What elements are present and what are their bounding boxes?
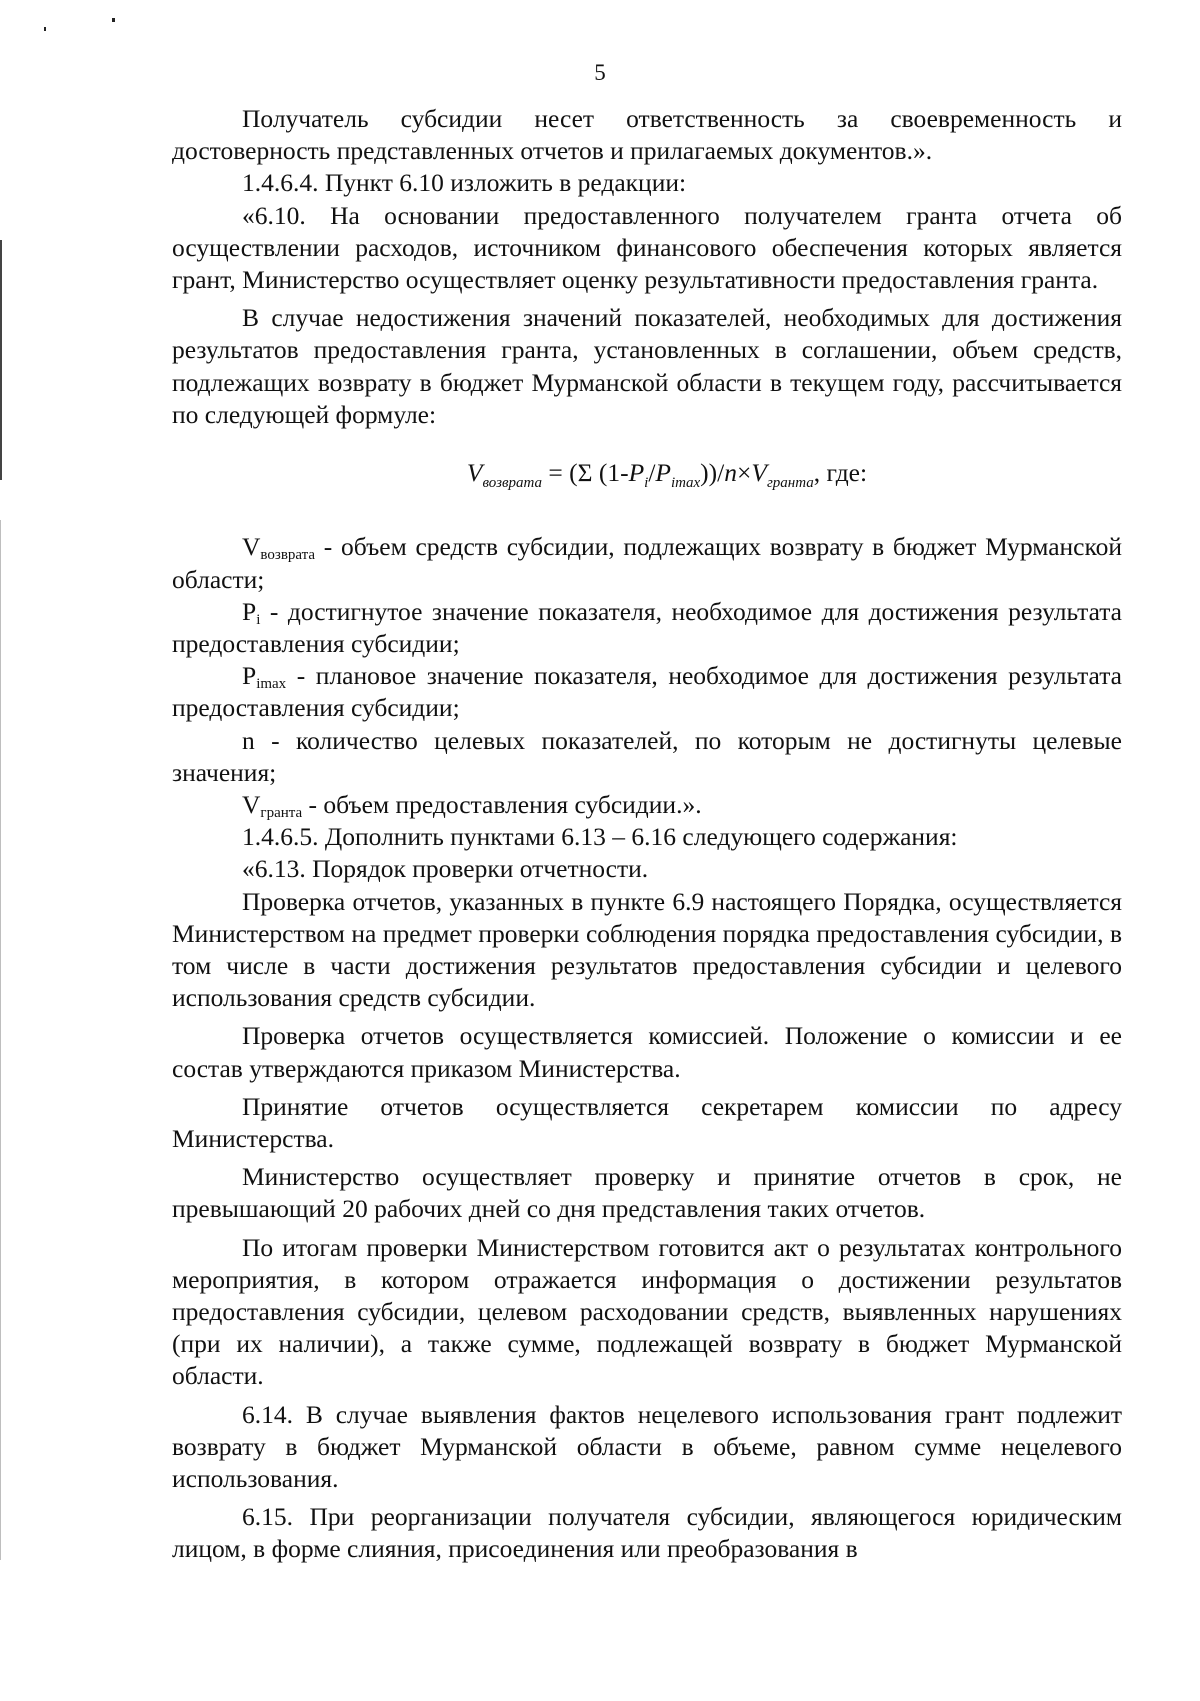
definition-subscript: гранта bbox=[260, 804, 303, 821]
formula-subscript: гранта bbox=[766, 475, 814, 492]
definition-subscript: возврата bbox=[260, 547, 316, 564]
definition bbox=[172, 789, 1122, 821]
paragraph: По итогам проверки Министерством готовится акт о результатах контрольного мероприятия, в котором отражается информация о достижении результатов предоставления субсидии, целевом расходовании средств, выявленных нарушениях (при их наличии), а также сумме, подлежащей возврату в бюджет Мурманской области. bbox=[172, 1232, 1122, 1391]
page-number: 5 bbox=[594, 60, 606, 85]
paragraph: 1.4.6.4. Пункт 6.10 изложить в редакции: bbox=[242, 168, 687, 198]
paragraph: Проверка отчетов осуществляется комиссией. Положение о комиссии и ее состав утверждаются приказом Министерства. bbox=[172, 1021, 1122, 1083]
formula-symbol: V bbox=[466, 458, 483, 488]
scan-mark bbox=[112, 18, 115, 22]
definition-text: - плановое значение показателя, необходимое для достижения результата предоставления субсидии; bbox=[172, 661, 1122, 723]
formula-text: × bbox=[736, 458, 752, 488]
definition-symbol: V bbox=[242, 532, 261, 562]
definition: n - количество целевых показателей, по которым не достигнуты целевые значения; bbox=[172, 725, 1122, 787]
definition-symbol: P bbox=[242, 596, 257, 626]
formula-subscript: imax bbox=[670, 475, 701, 492]
paragraph: Министерство осуществляет проверку и принятие отчетов в срок, не превышающий 20 рабочих дней со дня представления таких отчетов. bbox=[172, 1162, 1122, 1224]
definition bbox=[172, 531, 1122, 595]
formula-symbol: n bbox=[724, 458, 737, 488]
paragraph: Получатель субсидии несет ответственность за своевременность и достоверность представленных отчетов и прилагаемых документов.». bbox=[172, 104, 1122, 166]
formula-text: , где: bbox=[813, 458, 868, 488]
definition-text: - достигнутое значение показателя, необходимое для достижения результата предоставления субсидии; bbox=[172, 596, 1122, 658]
formula bbox=[172, 457, 1122, 499]
definition bbox=[172, 596, 1122, 660]
formula-symbol: P bbox=[655, 458, 671, 488]
paragraph: «6.13. Порядок проверки отчетности. bbox=[242, 854, 649, 884]
document-body bbox=[172, 103, 1122, 1566]
formula-text: ))/ bbox=[700, 458, 725, 488]
page-edge-shadow bbox=[0, 520, 1, 1560]
page-edge-shadow bbox=[0, 240, 2, 480]
definition-text: - объем предоставления субсидии.». bbox=[302, 789, 702, 819]
formula-subscript: i bbox=[644, 475, 649, 492]
paragraph: «6.10. На основании предоставленного получателем гранта отчета об осуществлении расходов, источником финансового обеспечения которых является грант, Министерство осуществляет оценку результативности предоставления гранта. bbox=[172, 200, 1122, 295]
definition-symbol: P bbox=[242, 661, 257, 691]
formula-symbol: P bbox=[628, 458, 645, 488]
scan-mark bbox=[44, 27, 46, 31]
formula-text: / bbox=[648, 458, 656, 488]
formula-subscript: возврата bbox=[482, 475, 542, 492]
definition bbox=[172, 660, 1122, 724]
paragraph: 6.15. При реорганизации получателя субсидии, являющегося юридическим лицом, в форме слияния, присоединения или преобразования в bbox=[172, 1502, 1122, 1564]
formula-text: = (Σ (1- bbox=[541, 458, 629, 488]
definition-subscript: i bbox=[256, 611, 261, 628]
paragraph: Принятие отчетов осуществляется секретарем комиссии по адресу Министерства. bbox=[172, 1091, 1122, 1153]
paragraph: Проверка отчетов, указанных в пункте 6.9 настоящего Порядка, осуществляется Министерством на предмет проверки соблюдения порядка предоставления субсидии, в том числе в части достижения результатов предоставления субсидии и целевого использования средств субсидии. bbox=[172, 886, 1122, 1013]
definition-symbol: V bbox=[242, 789, 261, 819]
paragraph: 6.14. В случае выявления фактов нецелевого использования грант подлежит возврату в бюджет Мурманской области в объеме, равном сумме нецелевого использования. bbox=[172, 1399, 1122, 1494]
paragraph: В случае недостижения значений показателей, необходимых для достижения результатов предоставления гранта, установленных в соглашении, объем средств, подлежащих возврату в бюджет Мурманской области в текущем году, рассчитывается по следующей формуле: bbox=[172, 303, 1122, 429]
formula-symbol: V bbox=[751, 458, 767, 488]
definition-subscript: imax bbox=[256, 676, 287, 693]
paragraph: 1.4.6.5. Дополнить пунктами 6.13 – 6.16 следующего содержания: bbox=[242, 822, 958, 852]
definition-text: - объем средств субсидии, подлежащих возврату в бюджет Мурманской области; bbox=[172, 532, 1122, 594]
